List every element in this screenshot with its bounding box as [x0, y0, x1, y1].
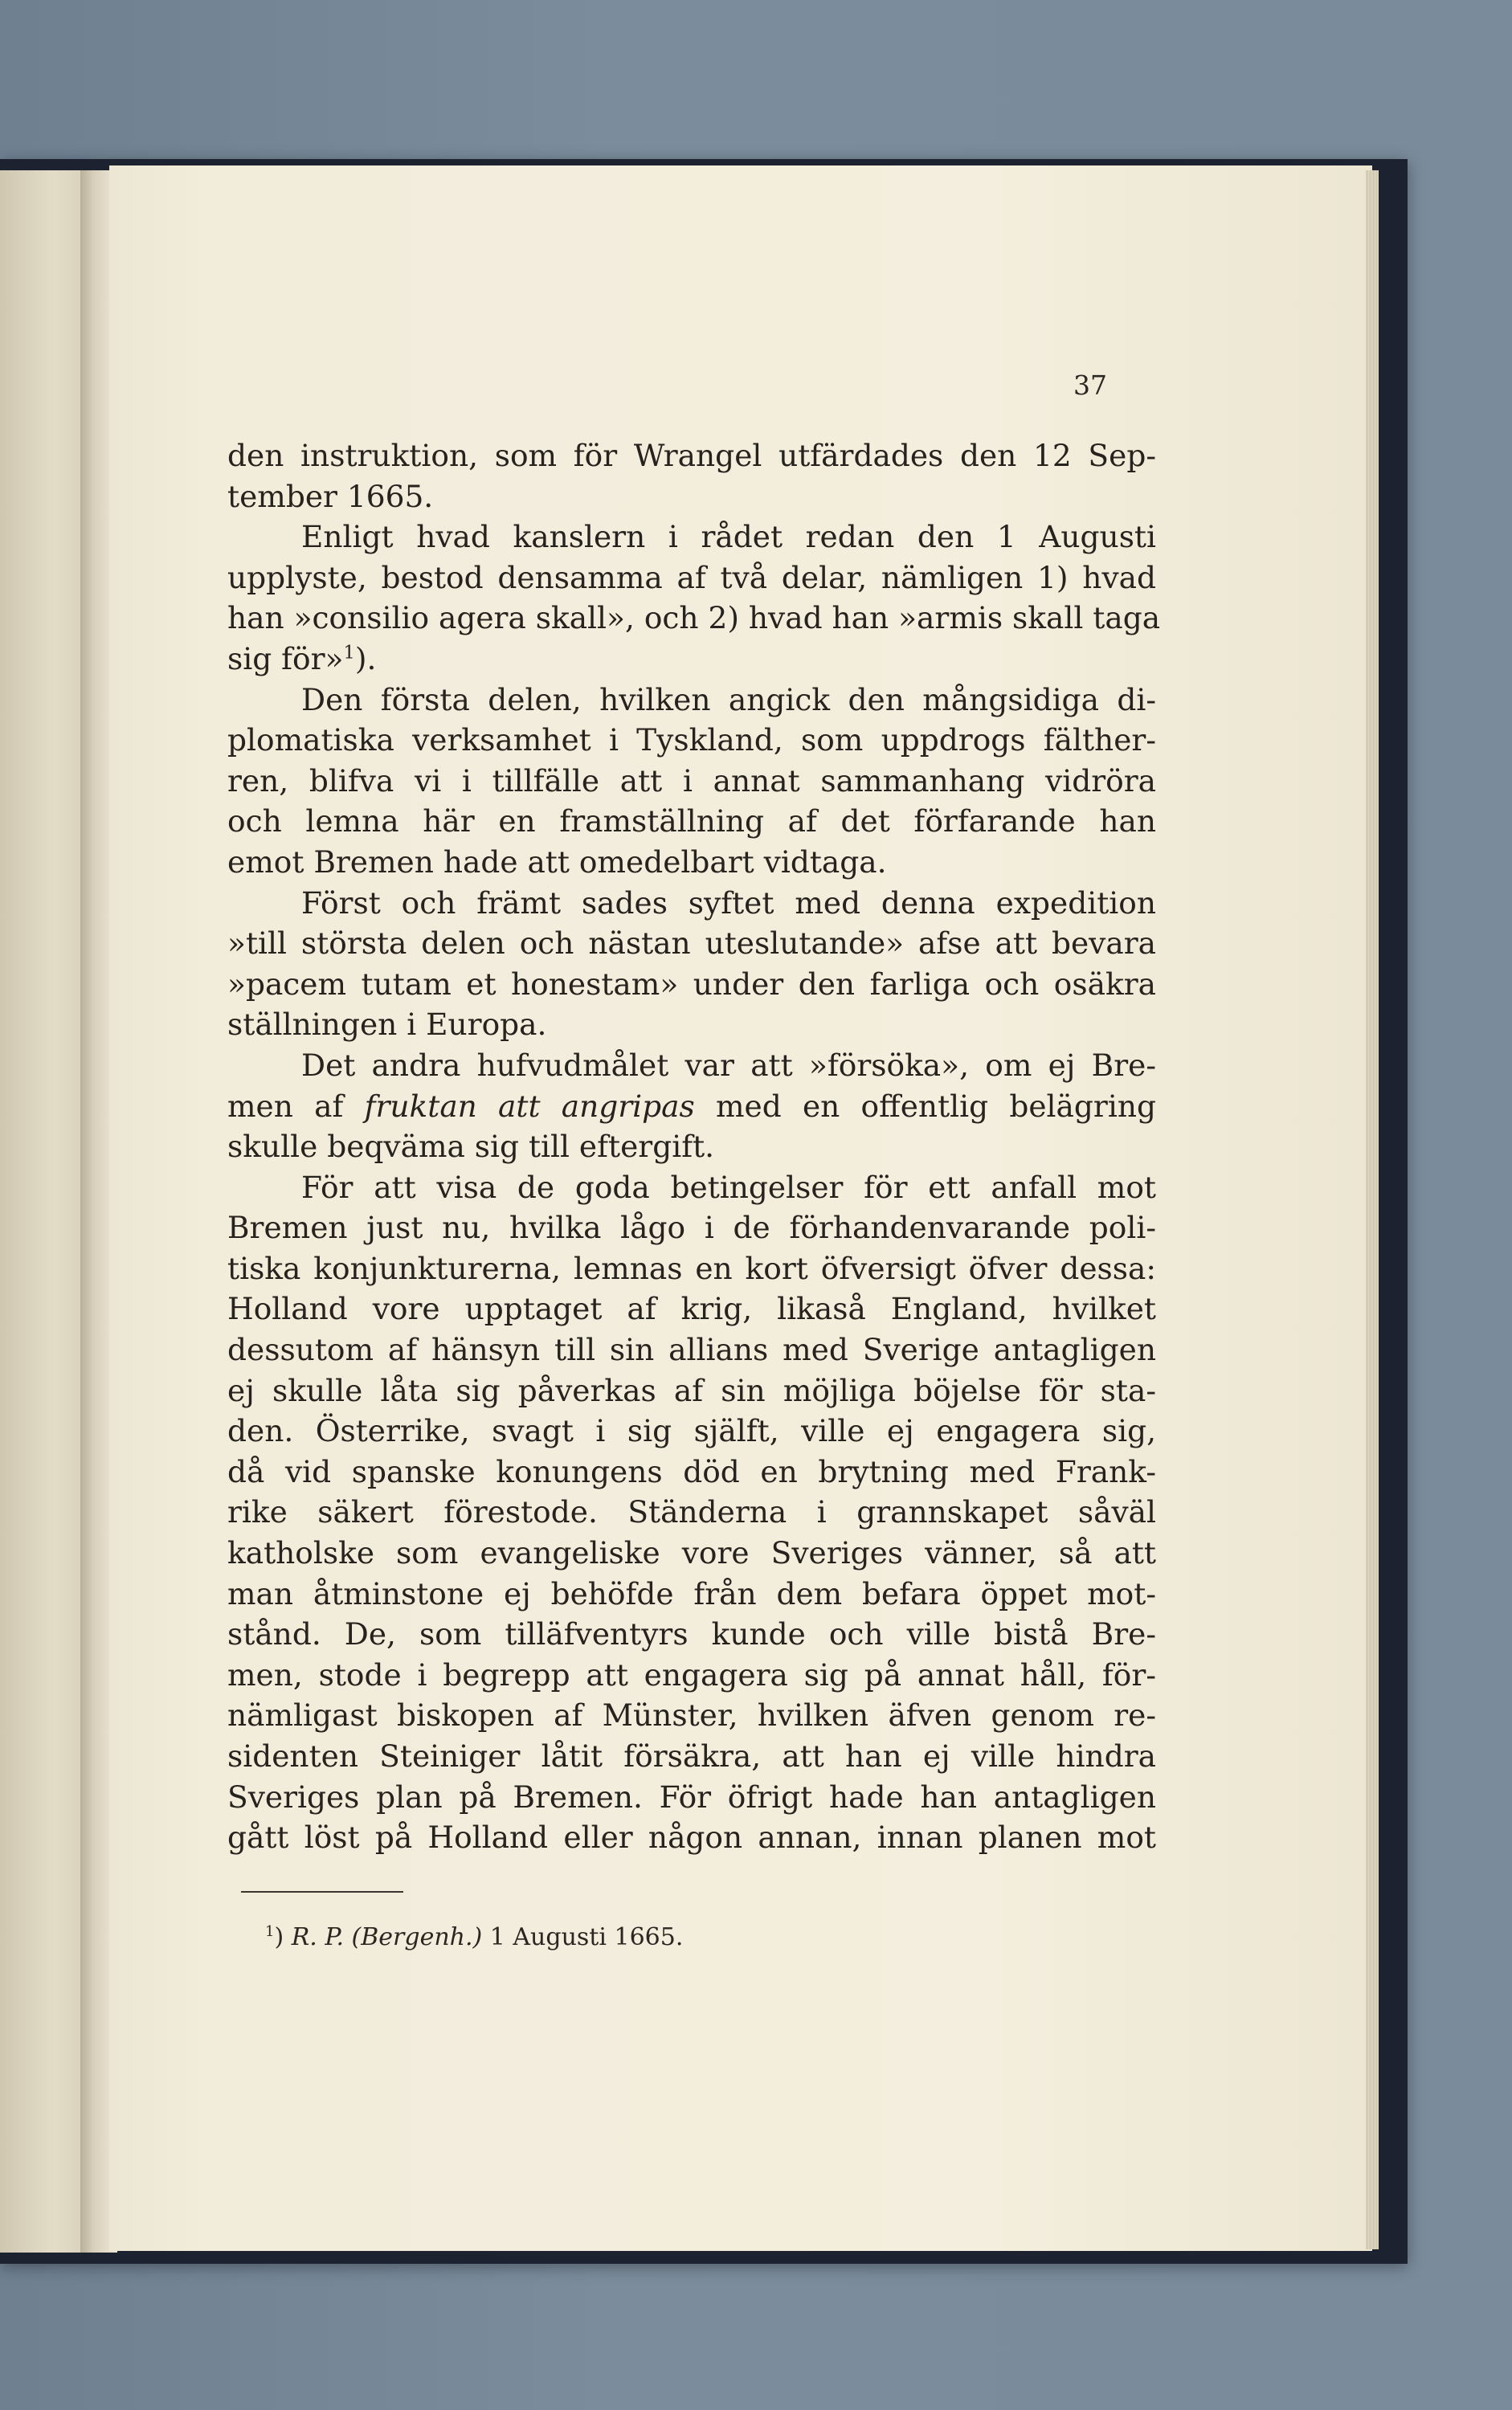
text-line: den. Österrike, svagt i sig själft, ville ej engagera sig, — [227, 1413, 1156, 1449]
text-line: ren, blifva vi i tillfälle att i annat sammanhang vidröra — [227, 762, 1156, 799]
text-line: då vid spanske konungens död en brytning med Frank- — [227, 1453, 1156, 1489]
text-line: nämligast biskopen af Münster, hvilken äfven genom re- — [227, 1697, 1156, 1734]
text-segment: med en offentlig belägring — [694, 1088, 1156, 1124]
text-line: rike säkert förestode. Ständerna i grannskapet såväl — [227, 1494, 1156, 1530]
text-line: emot Bremen hade att omedelbart vidtaga. — [227, 844, 887, 880]
page-number: 37 — [1073, 370, 1107, 401]
text-line: och lemna här en framställning af det förfarande han — [227, 803, 1156, 839]
text-line: tember 1665. — [227, 478, 434, 514]
text-line: dessutom af hänsyn till sin allians med Sverige antagligen — [227, 1332, 1156, 1368]
text-line: Det andra hufvudmålet var att »försöka», om ej Bre- — [301, 1047, 1156, 1083]
footnote — [265, 1923, 683, 1951]
text-segment: men af — [227, 1088, 365, 1124]
text-line — [227, 639, 1156, 680]
footnote-source: R. P. (Bergenh.) — [291, 1923, 483, 1951]
text-line: den instruktion, som för Wrangel utfärdades den 12 Sep- — [227, 438, 1156, 473]
text-line: »till största delen och nästan uteslutande» afse att bevara — [227, 925, 1156, 962]
text-line: För att visa de goda betingelser för ett anfall mot — [301, 1169, 1156, 1205]
text-line: katholske som evangeliske vore Sveriges vänner, så att — [227, 1535, 1156, 1571]
text-line: plomatiska verksamhet i Tyskland, som uppdrogs fälther- — [227, 722, 1156, 758]
text-line: Sveriges plan på Bremen. För öfrigt hade han antagligen — [227, 1779, 1156, 1815]
text-line: Först och främt sades syftet med denna expedition — [301, 884, 1156, 921]
text-line: tiska konjunkturerna, lemnas en kort öfversigt öfver dessa: — [227, 1250, 1156, 1286]
text-line: »pacem tutam et honestam» under den farliga och osäkra — [227, 966, 1156, 1002]
footnote-rule — [241, 1891, 403, 1893]
text-line: men, stode i begrepp att engagera sig på annat håll, för- — [227, 1656, 1156, 1693]
text-line: stånd. De, som tilläfventyrs kunde och ville bistå Bre- — [227, 1616, 1156, 1652]
text-segment: ). — [354, 640, 377, 676]
text-line — [227, 1086, 1156, 1127]
italic-phrase: fruktan att angripas — [364, 1088, 695, 1124]
page-block-edge — [1366, 170, 1379, 2249]
text-line: skulle beqväma sig till eftergift. — [227, 1129, 715, 1165]
text-line: Enligt hvad kanslern i rådet redan den 1 Augusti — [301, 519, 1156, 555]
body-text — [227, 435, 1161, 1858]
text-line: ställningen i Europa. — [227, 1007, 547, 1043]
text-line: gått löst på Holland eller någon annan, innan planen mot — [227, 1820, 1156, 1856]
text-segment: sig för» — [227, 640, 344, 676]
footnote-ref: ) — [274, 1923, 292, 1951]
text-line: Bremen just nu, hvilka lågo i de förhandenvarande poli- — [227, 1210, 1156, 1246]
facing-page-edge — [0, 170, 90, 2253]
footnote-marker: 1 — [265, 1923, 275, 1941]
footnote-reference: 1 — [343, 642, 355, 664]
text-line: man åtminstone ej behöfde från dem befara öppet mot- — [227, 1575, 1156, 1611]
text-line: upplyste, bestod densamma af två delar, nämligen 1) hvad — [227, 559, 1156, 595]
text-line: sidenten Steiniger låtit försäkra, att han ej ville hindra — [227, 1738, 1156, 1774]
text-line: Den första delen, hvilken angick den mångsidiga di- — [301, 681, 1156, 717]
footnote-date: 1 Augusti 1665. — [482, 1923, 684, 1951]
text-line: ej skulle låta sig påverkas af sin möjliga böjelse för sta- — [227, 1372, 1156, 1408]
text-line: Holland vore upptaget af krig, likaså England, hvilket — [227, 1291, 1156, 1327]
text-line: han »consilio agera skall», och 2) hvad han »armis skall taga — [227, 600, 1161, 636]
